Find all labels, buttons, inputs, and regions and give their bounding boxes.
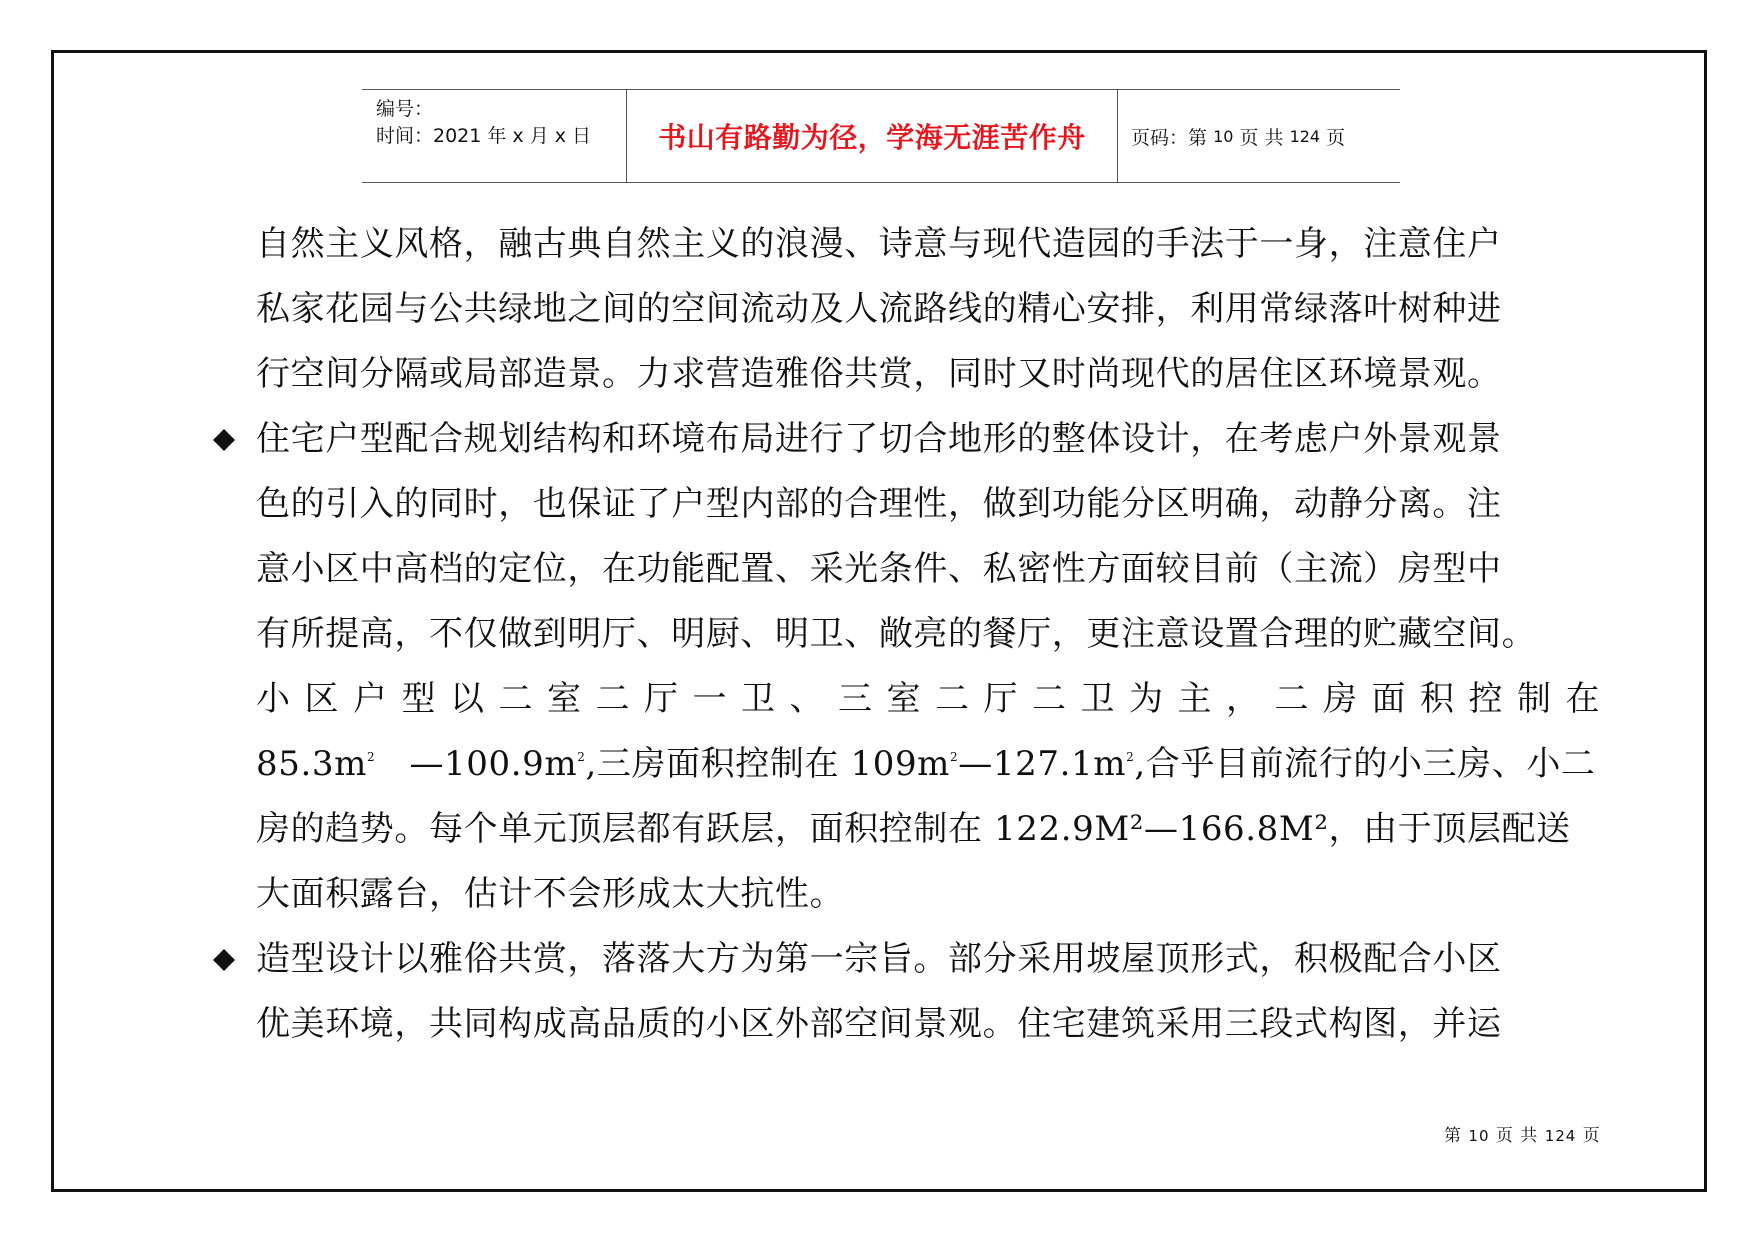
- page-suffix: 页: [1326, 126, 1346, 149]
- footer-mid: 页 共: [1495, 1126, 1539, 1146]
- footer-total: 124: [1544, 1127, 1577, 1145]
- area-text: 85.3m: [256, 744, 367, 784]
- paragraph-line: 私家花园与公共绿地之间的空间流动及人流路线的精心安排，利用常绿落叶树种进: [256, 289, 1502, 329]
- bullet-item-exterior-design: [256, 927, 1626, 992]
- page-total: 124: [1289, 126, 1321, 146]
- superscript: 2: [1126, 750, 1135, 764]
- superscript: 2: [950, 750, 959, 764]
- header-motto-cell: [627, 90, 1118, 182]
- paragraph-line: 有所提高，不仅做到明厅、明厨、明卫、敞亮的餐厅，更注意设置合理的贮藏空间。: [256, 614, 1537, 654]
- document-header: [362, 89, 1400, 183]
- bullet-line: 住宅户型配合规划结构和环境布局进行了切合地形的整体设计，在考虑户外景观景: [256, 419, 1502, 459]
- area-text: —127.1m: [958, 744, 1127, 784]
- area-line: [256, 732, 1626, 797]
- paragraph-line: 大面积露台，估计不会形成太大抗性。: [256, 874, 845, 914]
- header-info-cell: [362, 90, 627, 182]
- bullet-line: 造型设计以雅俗共赏，落落大方为第一宗旨。部分采用坡屋顶形式，积极配合小区: [256, 939, 1502, 979]
- footer-current: 10: [1468, 1127, 1490, 1145]
- page-mid: 页 共: [1239, 126, 1284, 149]
- superscript: 2: [366, 750, 376, 764]
- footer-suffix: 页: [1582, 1126, 1601, 1146]
- diamond-bullet-icon: [213, 429, 235, 451]
- page-current: 10: [1213, 126, 1234, 146]
- diamond-bullet-icon: [213, 949, 235, 971]
- area-text: ,三房面积控制在 109m: [585, 744, 951, 784]
- paragraph-line: 优美环境，共同构成高品质的小区外部空间景观。住宅建筑采用三段式构图，并运: [256, 1004, 1502, 1044]
- time-label: 时间：2021 年 x 月 x 日: [376, 125, 592, 147]
- body-text: [256, 212, 1626, 1057]
- page-footer: [1444, 1121, 1601, 1146]
- footer-prefix: 第: [1444, 1126, 1462, 1146]
- paragraph-line: 行空间分隔或局部造景。力求营造雅俗共赏，同时又时尚现代的居住区环境景观。: [256, 354, 1502, 394]
- paragraph-line: 自然主义风格，融古典自然主义的浪漫、诗意与现代造园的手法于一身，注意住户: [256, 224, 1502, 264]
- area-text: —100.9m: [409, 744, 578, 784]
- paragraph-line: 小区户型以二室二厅一卫、三室二厅二卫为主，二房面积控制在: [256, 679, 1614, 719]
- paragraph-line: 色的引入的同时，也保证了户型内部的合理性，做到功能分区明确，动静分离。注: [256, 484, 1502, 524]
- bullet-item-unit-types: [256, 407, 1626, 472]
- motto-text: 书山有路勤为径，学海无涯苦作舟: [658, 121, 1086, 154]
- area-text: ,合乎目前流行的小三房、小二: [1134, 744, 1596, 784]
- serial-label: 编号：: [376, 98, 434, 120]
- superscript: 2: [577, 750, 586, 764]
- paragraph-line: 房的趋势。每个单元顶层都有跃层，面积控制在 122.9M²—166.8M²，由于顶层配送: [256, 809, 1571, 849]
- page-prefix: 页码：第: [1131, 126, 1208, 149]
- header-page-cell: [1118, 90, 1400, 182]
- paragraph-line: 意小区中高档的定位，在功能配置、采光条件、私密性方面较目前（主流）房型中: [256, 549, 1502, 589]
